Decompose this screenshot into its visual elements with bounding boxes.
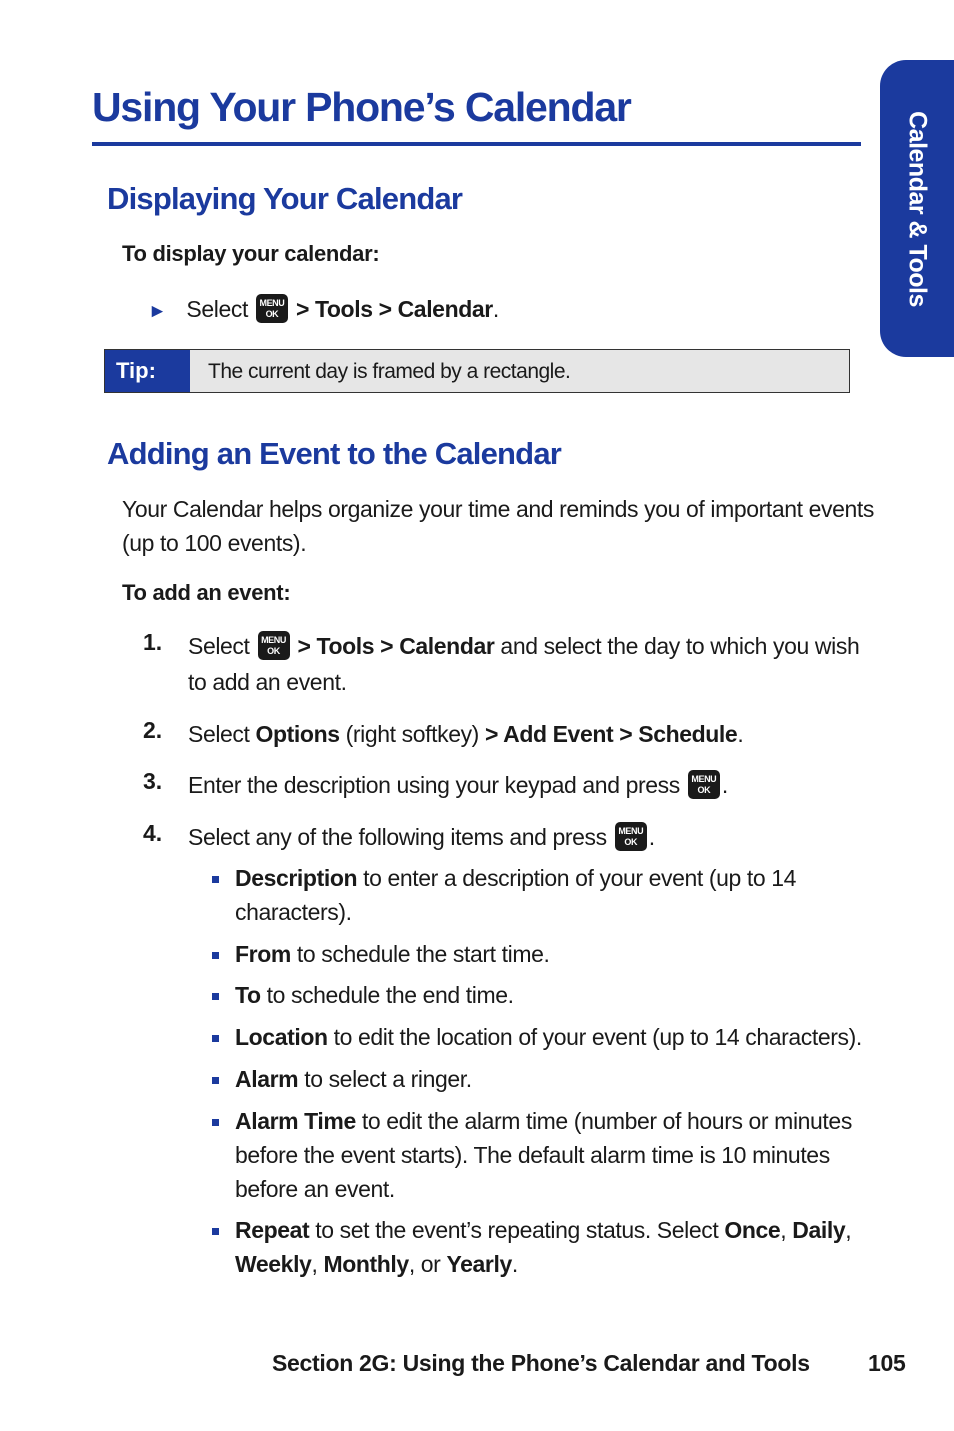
bullet-icon [212,1077,219,1084]
step-number: 1. [143,629,163,655]
tip-text: The current day is framed by a rectangle. [208,360,571,383]
menu-ok-key-icon: MENU OK [256,294,288,323]
tip-label: Tip: [105,350,190,392]
display-step: ► Select MENU OK > Tools > Calendar. [148,296,499,322]
adding-lead: To add an event: [122,580,291,605]
step-3: Enter the description using your keypad and press MENU OK . [188,772,728,798]
section-heading-adding: Adding an Event to the Calendar [107,436,562,471]
step-1: Select MENU OK > Tools > Calendar and select the day to which you wish to add an event. [188,633,860,695]
bullet-icon [212,993,219,1000]
step-number: 2. [143,717,163,743]
step-number: 4. [143,820,163,846]
adding-intro: Your Calendar helps organize your time and reminds you of important events (up to 100 events). [122,496,874,556]
page-title: Using Your Phone’s Calendar [92,84,631,130]
step-4: Select any of the following items and press MENU OK . [188,824,655,850]
bullet-icon [212,1228,219,1235]
side-tab-label: Calendar & Tools [903,110,932,307]
title-rule [92,142,861,146]
list-item: Alarm to select a ringer. [235,1066,472,1092]
section-heading-display: Displaying Your Calendar [107,181,463,216]
page-number: 105 [868,1350,906,1376]
footer-section: Section 2G: Using the Phone’s Calendar and Tools [272,1350,810,1376]
display-lead: To display your calendar: [122,241,380,266]
step-2: Select Options (right softkey) > Add Event > Schedule. [188,721,744,747]
side-tab [880,60,954,357]
bullet-icon [212,952,219,959]
list-item: Description to enter a description of your event (up to 14 characters). [235,865,797,925]
list-item: Alarm Time to edit the alarm time (number of hours or minutes before the event starts). The default alarm time is 10 minutes before an event. [235,1108,852,1202]
list-item: From to schedule the start time. [235,941,550,967]
list-item: Repeat to set the event’s repeating status. Select Once, Daily, Weekly, Monthly, or Yearly. [235,1217,852,1277]
bullet-icon [212,1035,219,1042]
menu-ok-key-icon: MENU OK [615,822,647,851]
menu-ok-key-icon: MENU OK [688,770,720,799]
step-number: 3. [143,768,163,794]
list-item: Location to edit the location of your event (up to 14 characters). [235,1024,862,1050]
tip-box [104,349,850,393]
list-item: To to schedule the end time. [235,982,514,1008]
bullet-icon [212,1119,219,1126]
menu-ok-key-icon: MENU OK [258,631,290,660]
arrow-bullet-icon: ► [148,301,167,322]
bullet-icon [212,876,219,883]
